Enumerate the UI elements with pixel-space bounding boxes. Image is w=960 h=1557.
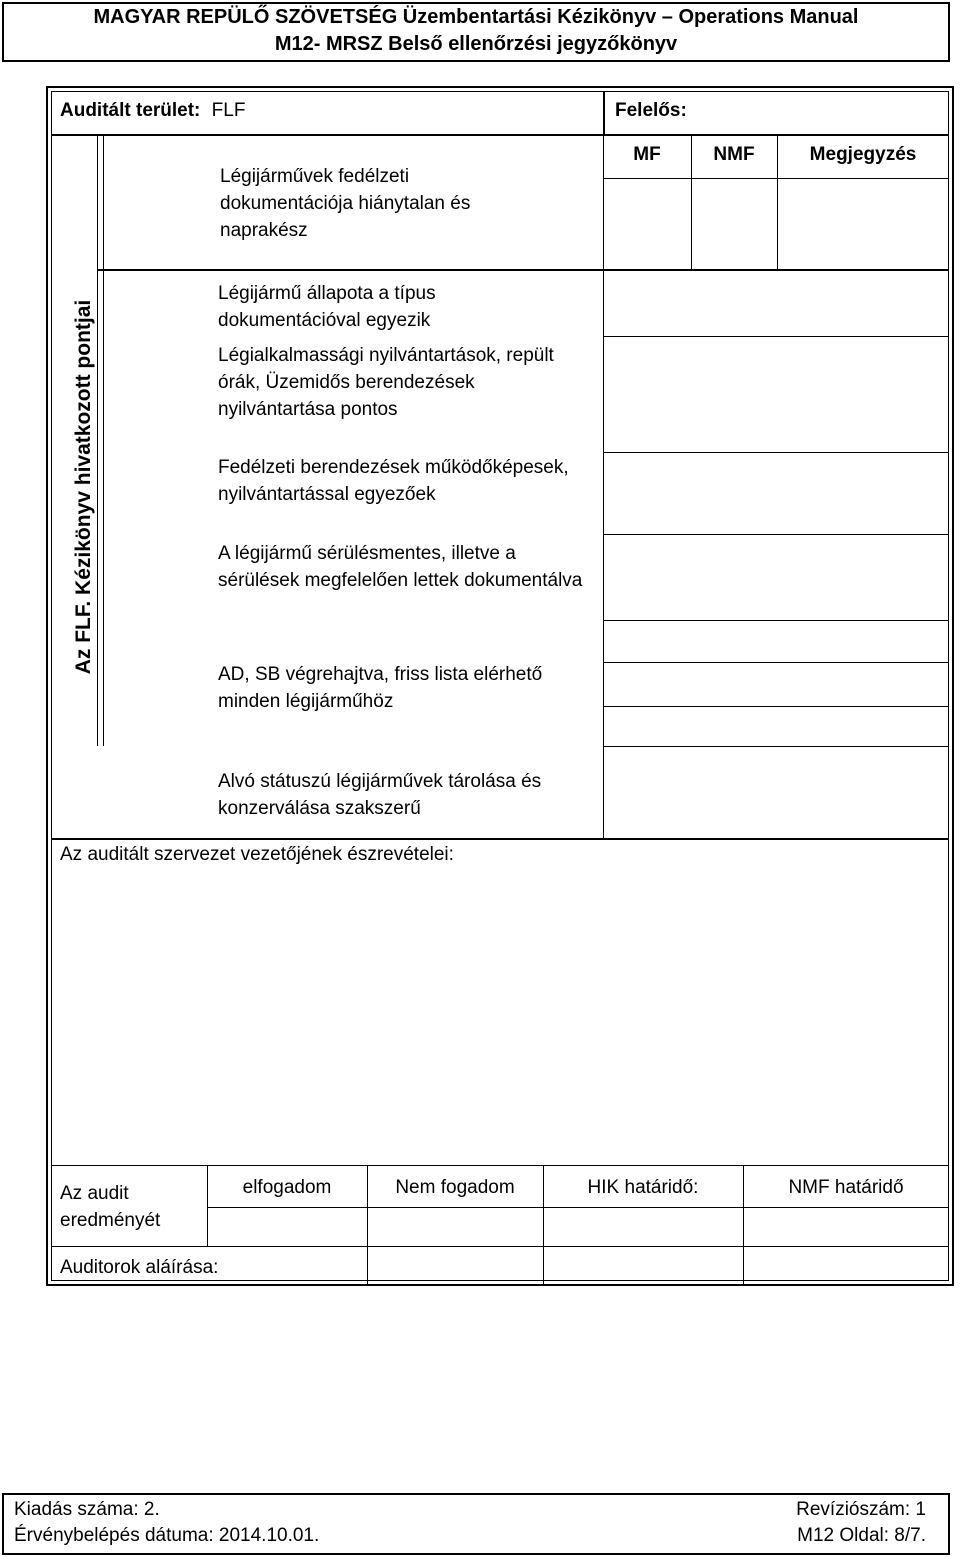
divider — [603, 662, 949, 663]
manual-reference-label: Az FLF. Kézikönyv hivatkozott pontjai — [72, 299, 95, 675]
nmf-deadline-field[interactable] — [744, 1208, 948, 1245]
footer-row-2 — [14, 1523, 926, 1549]
checklist-item: A légijármű sérülésmentes, illetve a sérülések megfelelően lettek dokumentálva — [218, 543, 583, 591]
checklist-item: Légialkalmassági nyilvántartások, repült órák, Üzemidős berendezések nyilvántartása pontos — [218, 345, 554, 420]
divider — [603, 452, 949, 453]
divider — [51, 1165, 949, 1166]
divider — [97, 134, 98, 746]
area-label: Auditált terület: — [60, 100, 201, 121]
checklist-item: Légijárművek fedélzeti dokumentációja hiánytalan és naprakész — [220, 166, 471, 241]
col-remark: Megjegyzés — [809, 144, 917, 165]
checklist-item: Légijármű állapota a típus dokumentációval egyezik — [218, 283, 436, 331]
header-title: MAGYAR REPÜLŐ SZÖVETSÉG Üzembentartási Kézikönyv – Operations Manual — [93, 6, 859, 28]
result-label: Az audit eredményét — [60, 1183, 161, 1231]
divider — [51, 838, 949, 840]
divider — [603, 534, 949, 535]
footer-row-1 — [14, 1497, 926, 1523]
area-row — [60, 97, 245, 124]
reject-option[interactable]: Nem fogadom — [395, 1177, 515, 1198]
reject-field[interactable] — [368, 1208, 542, 1245]
divider — [603, 178, 949, 179]
comments-label: Az auditált szervezet vezetőjének észrevételei: — [60, 844, 454, 865]
hik-deadline-label: HIK határidő: — [587, 1177, 699, 1198]
nmf-deadline-label: NMF határidő — [788, 1177, 904, 1198]
accept-option[interactable]: elfogadom — [242, 1177, 332, 1198]
checklist-item: Fedélzeti berendezések működőképesek, nyilvántartással egyezőek — [218, 457, 569, 505]
divider — [603, 91, 605, 135]
divider — [97, 269, 949, 271]
effective-date: Érvénybelépés dátuma: 2014.10.01. — [14, 1525, 320, 1546]
divider — [603, 746, 949, 747]
edition-number: Kiadás száma: 2. — [14, 1499, 160, 1520]
divider — [603, 134, 604, 839]
divider — [603, 336, 949, 337]
hik-deadline-field[interactable] — [544, 1208, 742, 1245]
divider — [603, 706, 949, 707]
divider — [51, 1246, 949, 1247]
comments-area[interactable] — [60, 872, 940, 1162]
checklist-item: AD, SB végrehajtva, friss lista elérhető minden légijárműhöz — [218, 664, 543, 712]
responsible-label: Felelős: — [615, 100, 687, 121]
divider — [603, 620, 949, 621]
document-header — [2, 2, 950, 62]
col-mf: MF — [633, 144, 661, 165]
accept-field[interactable] — [208, 1208, 366, 1245]
divider — [51, 134, 949, 136]
signature-label: Auditorok aláírása: — [60, 1257, 219, 1278]
checklist-item: Alvó státuszú légijárművek tárolása és konzerválása szakszerű — [218, 771, 542, 819]
page-number: M12 Oldal: 8/7. — [797, 1525, 926, 1546]
revision-number: Revíziószám: 1 — [796, 1499, 926, 1520]
header-subtitle: M12- MRSZ Belső ellenőrzési jegyzőkönyv — [274, 33, 678, 55]
document-footer — [2, 1493, 950, 1555]
col-nmf: NMF — [713, 144, 755, 165]
divider — [103, 134, 104, 746]
area-value: FLF — [211, 100, 246, 121]
